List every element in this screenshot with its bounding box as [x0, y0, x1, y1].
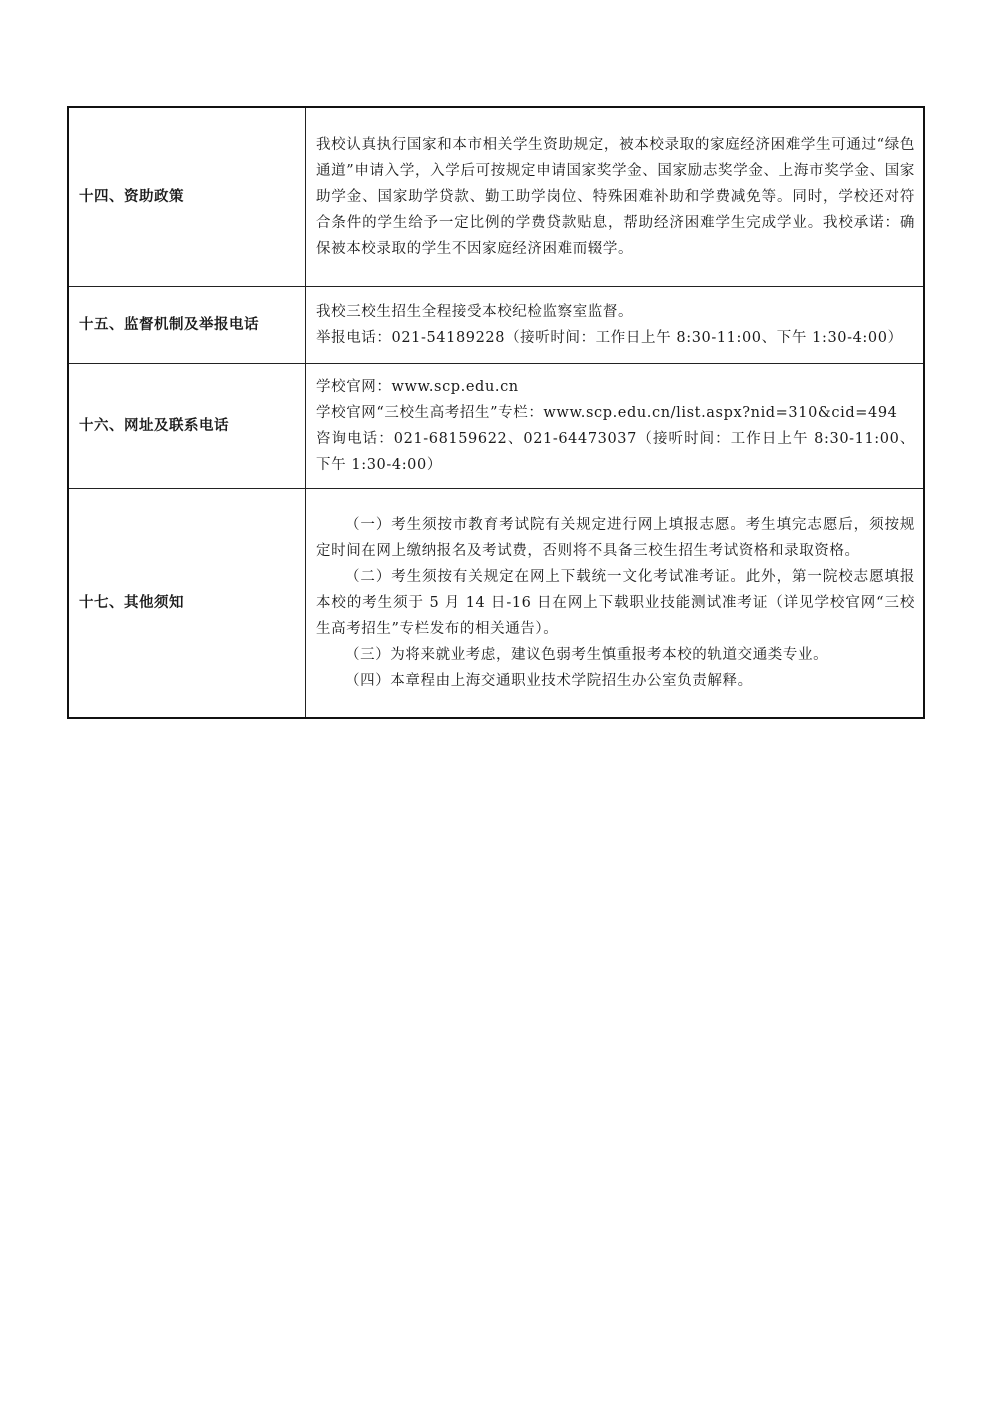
row-label: 十七、其他须知 [68, 489, 306, 719]
note-item-3: （三）为将来就业考虑，建议色弱考生慎重报考本校的轨道交通类专业。 [345, 647, 829, 663]
row-label: 十六、网址及联系电话 [68, 364, 306, 489]
row-content [306, 489, 925, 719]
note-item-4: （四）本章程由上海交通职业技术学院招生办公室负责解释。 [345, 673, 753, 689]
row-content [306, 364, 925, 489]
table-row-other-notes [68, 489, 924, 719]
row-content [306, 107, 925, 287]
report-phone-line: 举报电话：021-54189228（接听时间：工作日上午 8:30-11:00、下午 1:30-4:00） [316, 330, 903, 346]
note-item-1: （一）考生须按市教育考试院有关规定进行网上填报志愿。考生填完志愿后，须按规定时间在网上缴纳报名及考试费，否则将不具备三校生招生考试资格和录取资格。 [316, 517, 915, 559]
paragraph: 我校认真执行国家和本市相关学生资助规定，被本校录取的家庭经济困难学生可通过“绿色通道”申请入学，入学后可按规定申请国家奖学金、国家励志奖学金、上海市奖学金、国家助学金、国家助学贷款、勤工助学岗位、特殊困难补助和学费减免等。同时，学校还对符合条件的学生给予一定比例的学费贷款贴息，帮助经济困难学生完成学业。我校承诺：确保被本校录取的学生不因家庭经济困难而辍学。 [316, 137, 915, 257]
table-row-financial-aid [68, 107, 924, 287]
table-row-contact [68, 364, 924, 489]
admissions-column-url-line: 学校官网“三校生高考招生”专栏：www.scp.edu.cn/list.aspx?nid=310&cid=494 [316, 405, 898, 421]
row-label: 十四、资助政策 [68, 107, 306, 287]
note-item-2: （二）考生须按有关规定在网上下载统一文化考试准考证。此外，第一院校志愿填报本校的考生须于 5 月 14 日-16 日在网上下载职业技能测试准考证（详见学校官网“三校生高考招生”专栏发布的相关通告）。 [316, 569, 915, 637]
row-content [306, 287, 925, 364]
admissions-info-table [67, 106, 925, 719]
table-row-supervision [68, 287, 924, 364]
consult-phone-line: 咨询电话：021-68159622、021-64473037（接听时间：工作日上午 8:30-11:00、下午 1:30-4:00） [316, 431, 915, 473]
row-label: 十五、监督机制及举报电话 [68, 287, 306, 364]
website-line: 学校官网：www.scp.edu.cn [316, 379, 519, 395]
paragraph: 我校三校生招生全程接受本校纪检监察室监督。 [316, 304, 634, 320]
